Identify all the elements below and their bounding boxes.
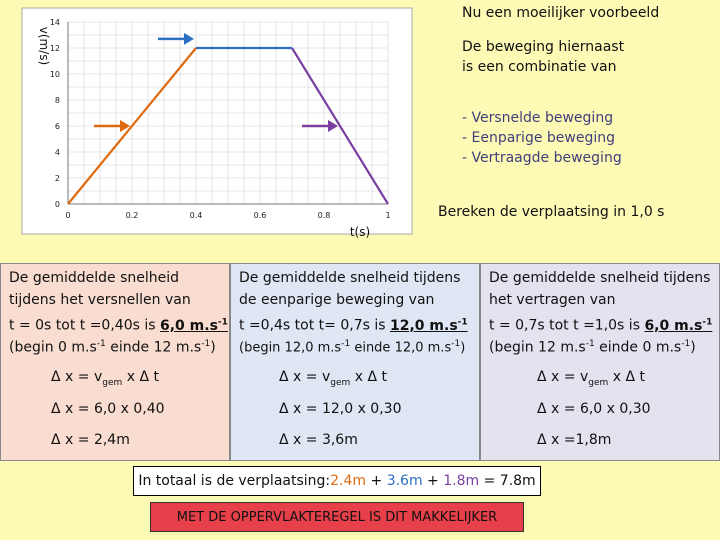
panel-2-line-4: (begin 12,0 $m.s^{-1}$ einde 12,0 $m.s^{-1}$) [239, 339, 466, 356]
intro-line-2: is een combinatie van [462, 59, 617, 75]
panel-1-line-1: De gemiddelde snelheid [9, 270, 180, 286]
panel-3-line-2: het vertragen van [489, 292, 616, 308]
y-tick-label: 2 [54, 174, 60, 183]
x-tick-label: 0.2 [125, 211, 139, 220]
page-title: Nu een moeilijker voorbeeld [462, 5, 660, 21]
y-tick-label: 6 [54, 122, 60, 131]
x-tick-label: 1 [385, 211, 391, 220]
motion-type-accelerated: - Versnelde beweging [462, 110, 614, 126]
panel-3-formula: Δ $x = v_{gem}$ x Δ t [537, 369, 645, 388]
panel-uniform [230, 263, 480, 461]
total-part-3: 1.8m [443, 473, 480, 489]
panel-3-line-1: De gemiddelde snelheid tijdens [489, 270, 711, 286]
total-result: 7.8m [499, 473, 536, 489]
total-prefix: In totaal is de verplaatsing: [138, 473, 331, 489]
panel-3-line-4: (begin 12 $m.s^{-1}$ einde 0 $m.s^{-1}$) [489, 339, 696, 356]
plus-1: + [366, 473, 387, 489]
y-tick-label: 8 [54, 96, 60, 105]
velocity-chart [0, 0, 430, 245]
panel-1-formula: Δ $x = v_{gem}$ x Δ t [51, 369, 159, 388]
panel-1-step: Δ x = 6,0 x 0,40 [51, 401, 165, 417]
panel-2-step: Δ x = 12,0 x 0,30 [279, 401, 402, 417]
panel-1-line-4: (begin 0 $m.s^{-1}$ einde 12 $m.s^{-1}$) [9, 339, 216, 356]
x-axis-label: t(s) [349, 225, 371, 239]
equals-sign: = [479, 473, 500, 489]
x-tick-label: 0 [65, 211, 71, 220]
panel-3-step: Δ x = 6,0 x 0,30 [537, 401, 651, 417]
y-axis-label: v(m/s) [37, 26, 51, 66]
panel-decelerating [480, 263, 720, 461]
panel-1-result: Δ x = 2,4m [51, 432, 130, 448]
y-tick-label: 14 [49, 18, 60, 27]
x-tick-label: 0.4 [189, 211, 203, 220]
task-text: Bereken de verplaatsing in 1,0 s [438, 204, 665, 220]
motion-type-uniform: - Eenparige beweging [462, 130, 615, 146]
total-part-2: 3.6m [386, 473, 423, 489]
motion-type-list [462, 108, 622, 168]
total-displacement-box [133, 466, 541, 496]
area-rule-banner: MET DE OPPERVLAKTEREGEL IS DIT MAKKELIJKER [150, 502, 524, 532]
chart-area [22, 8, 412, 234]
panel-2-formula: Δ $x = v_{gem}$ x Δ t [279, 369, 387, 388]
y-tick-label: 10 [49, 70, 60, 79]
x-tick-label: 0.8 [317, 211, 331, 220]
y-tick-label: 0 [54, 200, 60, 209]
intro-text [462, 37, 624, 77]
panel-2-line-1: De gemiddelde snelheid tijdens [239, 270, 461, 286]
panel-2-line-2: de eenparige beweging van [239, 292, 435, 308]
chart-svg [0, 0, 430, 245]
panel-3-result: Δ x =1,8m [537, 432, 612, 448]
panel-1-line-3: t = 0s tot t =0,40s is 6,0 $m.s^{-1}$ [9, 317, 228, 334]
plus-2: + [422, 473, 444, 489]
total-part-1: 2.4m [330, 473, 367, 489]
x-tick-label: 0.6 [253, 211, 267, 220]
y-tick-label: 12 [49, 44, 60, 53]
y-tick-label: 4 [54, 148, 60, 157]
panel-accelerating [0, 263, 230, 461]
panel-2-result: Δ x = 3,6m [279, 432, 358, 448]
intro-line-1: De beweging hiernaast [462, 39, 625, 55]
panel-1-line-2: tijdens het versnellen van [9, 292, 191, 308]
panel-3-line-3: t = 0,7s tot t =1,0s is 6,0 $m.s^{-1}$ [489, 317, 713, 334]
panel-2-line-3: t =0,4s tot t= 0,7s is 12,0 $m.s^{-1}$ [239, 317, 468, 334]
motion-type-decelerated: - Vertraagde beweging [462, 150, 622, 166]
